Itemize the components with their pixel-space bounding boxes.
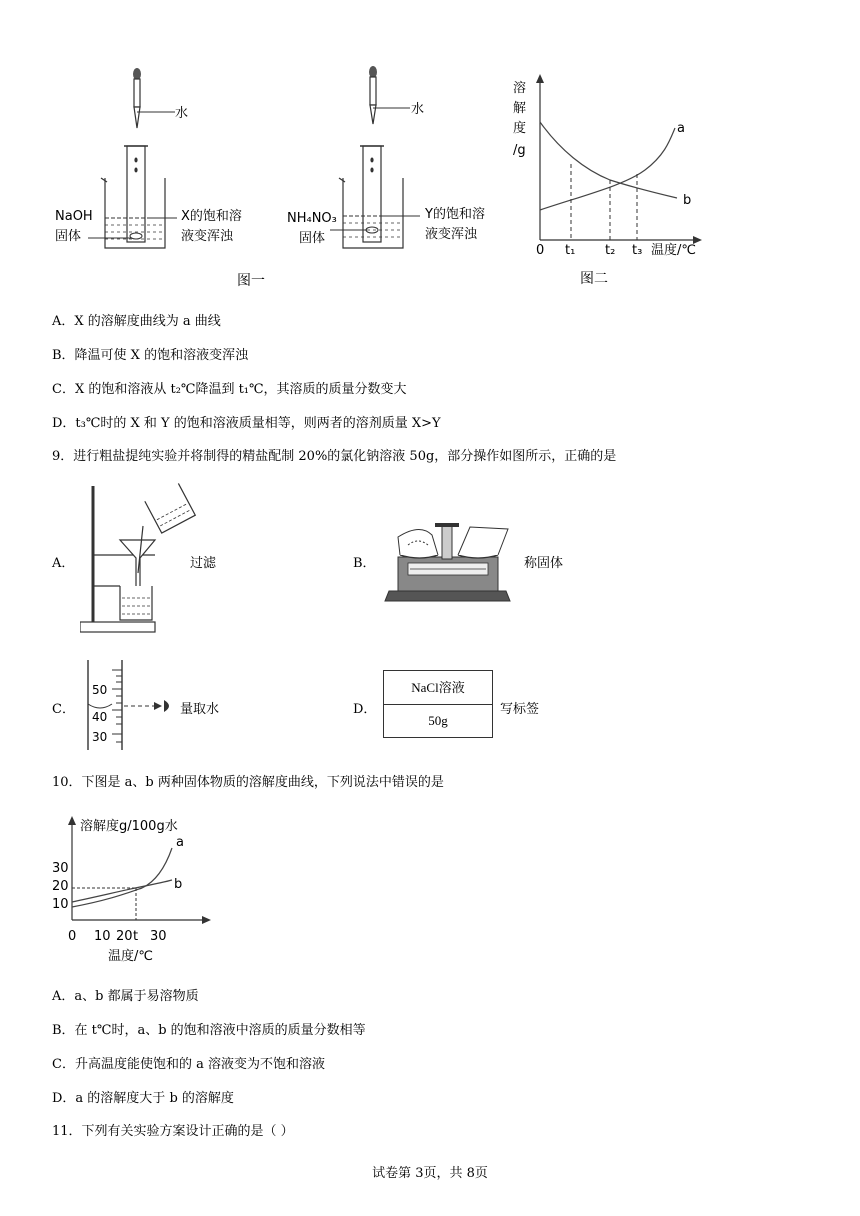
origin-label: 0 [536, 243, 545, 258]
q9-d-letter: D． [353, 702, 377, 717]
curve-a [540, 128, 675, 210]
x-tick-label: 0 [68, 929, 77, 944]
q9-d-label: 写标签 [500, 702, 540, 717]
x-axis-label: 温度/℃ [108, 949, 153, 964]
solution-label-2: 液变浑浊 [181, 229, 234, 244]
q8-option-d: D．t₃℃时的 X 和 Y 的饱和溶液质量相等，则两者的溶剂质量 X>Y [52, 416, 441, 431]
cylinder-mark: 40 [92, 710, 108, 724]
y-tick-label: 30 [52, 861, 69, 876]
curve-a-label: a [677, 121, 685, 136]
solution-label-2: 液变浑浊 [425, 227, 478, 242]
x-tick-label: t₃ [632, 243, 643, 258]
q10-option-d: D．a 的溶解度大于 b 的溶解度 [52, 1091, 234, 1106]
solid-label-2: 固体 [299, 231, 326, 246]
ylabel-char: 溶 [513, 81, 527, 96]
tag-bottom: 50g [428, 713, 448, 728]
q9-c-label: 量取水 [180, 702, 220, 717]
solid-label-2: 固体 [55, 229, 82, 244]
x-tick-label: t [133, 929, 139, 944]
q9-b-label: 称固体 [524, 556, 564, 571]
water-label: 水 [175, 106, 189, 121]
q10-solubility-chart [50, 810, 220, 968]
figure-2-solubility-chart [505, 70, 710, 270]
x-tick-label: 10 [94, 929, 111, 944]
figure-1-left-beaker [55, 60, 275, 260]
cylinder-mark: 30 [92, 730, 108, 744]
ylabel-char: 度 [513, 121, 527, 136]
curve-a-label: a [176, 835, 184, 850]
dropper-icon [369, 66, 410, 124]
q10-option-a: A．a、b 都属于易溶物质 [52, 989, 199, 1004]
dropper-icon [133, 68, 175, 128]
curve-b [72, 880, 172, 902]
q8-option-a: A．X 的溶解度曲线为 a 曲线 [52, 314, 221, 329]
q10-stem: 10．下图是 a、b 两种固体物质的溶解度曲线，下列说法中错误的是 [52, 775, 444, 790]
q8-option-c: C．X 的饱和溶液从 t₂℃降温到 t₁℃，其溶质的质量分数变大 [52, 382, 407, 397]
filtration-apparatus-icon [80, 478, 200, 638]
q10-option-c: C．升高温度能使饱和的 a 溶液变为不饱和溶液 [52, 1057, 325, 1072]
tag-top: NaCl溶液 [384, 671, 492, 705]
eye-icon [164, 700, 169, 712]
solid-label-1: NH₄NO₃ [287, 211, 337, 226]
y-axis-label: 溶解度g/100g水 [80, 819, 178, 834]
cylinder-mark: 50 [92, 683, 108, 697]
graduated-cylinder-icon [82, 660, 182, 752]
figure-1-caption: 图一 [237, 273, 265, 289]
y-tick-label: 10 [52, 897, 69, 912]
q10-option-b: B．在 t℃时，a、b 的饱和溶液中溶质的质量分数相等 [52, 1023, 366, 1038]
water-label: 水 [411, 102, 425, 117]
curve-b-label: b [683, 193, 692, 208]
q9-c-letter: C． [52, 702, 75, 717]
solid-label-1: NaOH [55, 209, 93, 224]
solution-label-1: Y的饱和溶 [425, 207, 485, 222]
figure-2-caption: 图二 [580, 271, 608, 287]
q9-a-letter: A． [52, 556, 75, 571]
solution-label-1: X的饱和溶 [181, 209, 242, 224]
ylabel-char: 解 [513, 101, 527, 116]
q11-stem: 11．下列有关实验方案设计正确的是（ ） [52, 1124, 294, 1139]
figure-1-right-beaker [285, 60, 510, 260]
page-footer: 试卷第 3页，共 8页 [372, 1166, 488, 1181]
balance-scale-icon [380, 515, 515, 605]
x-tick-label: t₂ [605, 243, 616, 258]
q9-stem: 9．进行粗盐提纯实验并将制得的精盐配制 20%的氯化钠溶液 50g，部分操作如图所示，正确的是 [52, 449, 617, 464]
ylabel-char: /g [513, 143, 526, 158]
q8-option-b: B．降温可使 X 的饱和溶液变浑浊 [52, 348, 249, 363]
x-tick-label: 30 [150, 929, 167, 944]
q9-a-label: 过滤 [190, 556, 217, 571]
x-tick-label: t₁ [565, 243, 576, 258]
x-tick-label: 20 [116, 929, 133, 944]
y-tick-label: 20 [52, 879, 69, 894]
curve-b-label: b [174, 877, 183, 892]
x-axis-label: 温度/℃ [651, 243, 696, 258]
nacl-label-tag [383, 670, 493, 738]
q9-b-letter: B． [353, 556, 376, 571]
